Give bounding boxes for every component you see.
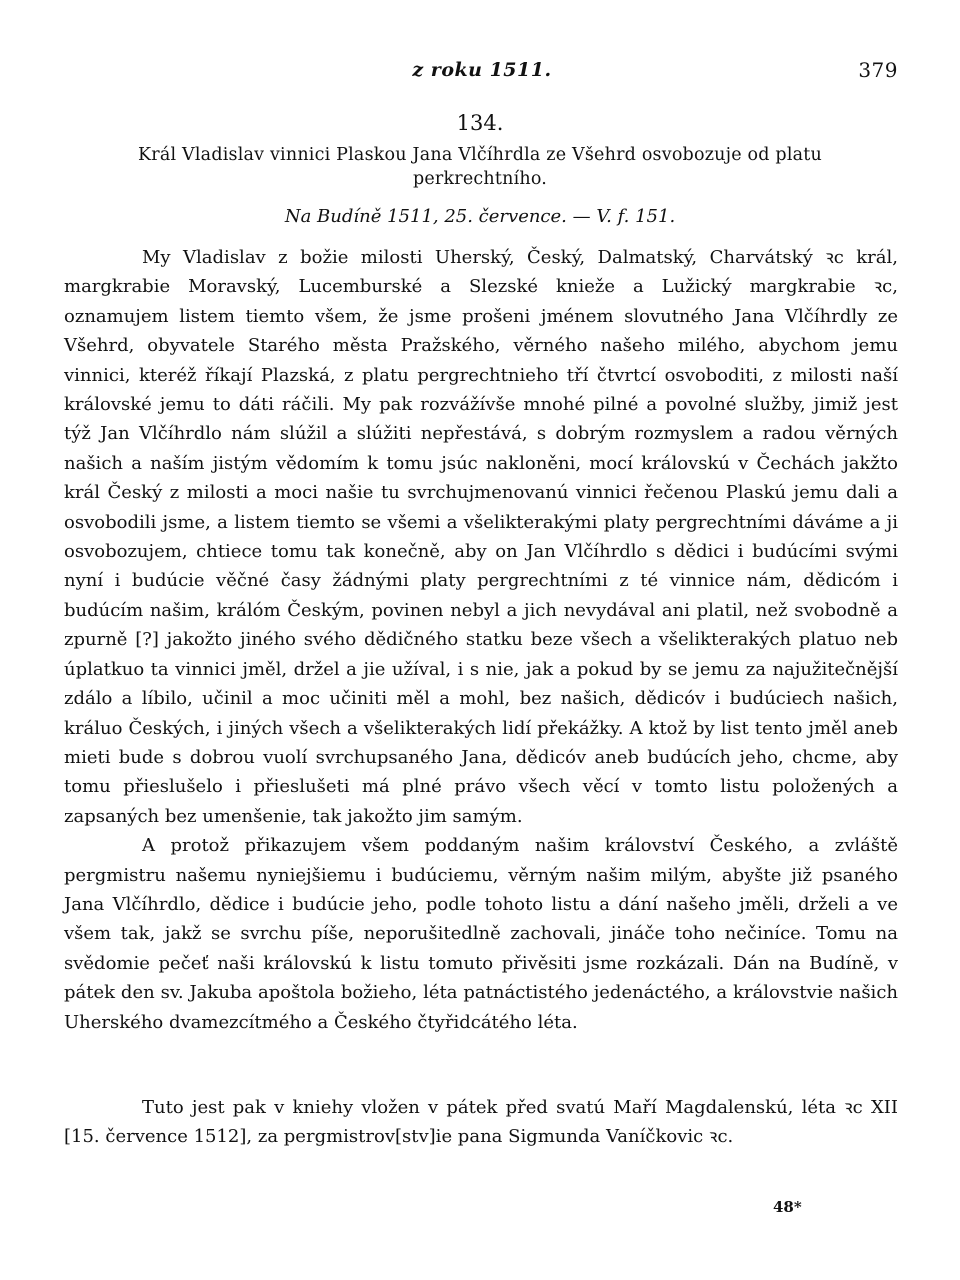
page-number: 379	[858, 58, 898, 82]
body-paragraph: My Vladislav z božie milosti Uherský, Český, Dalmatský, Charvátský ꝛc král, margkrabie Moravský, Lucemburské a Slezské knieže a Lužický margkrabie ꝛc, oznamujem listem tiemto všem, že jsme prošeni jménem slovutného Jana Vlčíhrdly ze Všehrd, obyvatele Starého města Pražského, věrného našeho milého, abychom jemu vinnici, kteréž říkají Plazská, z platu pergrechtnieho tří čtvrtcí osvoboditi, z milosti naší královské jemu to dáti ráčili. My pak rozvážívše mnohé pilné a povolné služby, jimiž jest týž Jan Vlčíhrdlo nám slúžil a slúžiti nepřestává, s dobrým rozmyslem a radou věrných našich a naším jistým vědomím k tomu jsúc nakloněni, mocí královskú v Čechách jakžto král Český z milosti a moci našie tu svrchujmenovanú vinnici řečenou Plaskú jemu dali a osvobodili jsme, a listem tiemto se všemi a všelikterakými platy pergrechtními dáváme a ji osvobozujem, chtiece tomu tak konečně, aby on Jan Vlčíhrdlo s dědici i budúcími svými nyní i budúcie věčné časy žádnými platy pergrechtními z té vinnice nám, dědicóm i budúcím našim, králóm Českým, povinen nebyl a jich nevydával ani platil, než svobodně a zpurně [?] jakožto jiného svého dědičného statku beze všech a všelikterakých platuo neb úplatkuo ta vinnici jměl, držel a jie užíval, i s nie, jak a pokud by se jemu za najužitečnější zdálo a líbilo, učinil a moc učiniti měl a mohl, bez našich, dědicóv i budúciech našich, králuo Českých, i jiných všech a všelikterakých lidí překážky. A ktož by list tento jměl aneb mieti bude s dobrou vuolí svrchupsaného Jana, dědicóv aneb budúcích jeho, chcme, aby tomu přieslušelo i přieslušeti má plné právo všech věcí v tomto listu položených a zapsaných bez umenšenie, tak jakožto jim samým.	[64, 247, 898, 827]
dateline: Na Budíně 1511, 25. července. — V. f. 151.	[284, 206, 676, 227]
document-heading: Král Vladislav vinnici Plaskou Jana Vlčíhrdla ze Všehrd osvobozuje od platu perkrechtního.	[138, 145, 822, 189]
running-title-text: z roku 1511.	[412, 59, 552, 81]
registration-note: Tuto jest pak v kniehy vložen v pátek před svatú Maří Magdalenskú, léta ꝛc XII [15. července 1512], za pergmistrov[stv]ie pana Sigmunda Vaníčkovic ꝛc.	[64, 1097, 898, 1148]
document-number: 134.	[456, 111, 504, 135]
body-paragraph: A protož přikazujem všem poddaným našim království Českého, a zvláště pergmistru našemu nyniejšiemu i budúciemu, věrným našim milým, abyšte již psaného Jana Vlčíhrdlo, dědice i budúcie jeho, podle tohoto listu a dání našeho jměli, drželi a ve všem tak, jakž se svrchu píše, neporušitedlně zachovali, jináče toho nečiníce. Tomu na svědomie pečeť naši královskú k listu tomuto přivěsiti jsme rozkázali. Dán na Budíně, v pátek den sv. Jakuba apoštola božieho, léta patnáctistého jedenáctého, a královstvie našich Uherského dvamezcítmého a Českého čtyřidcátého léta.	[64, 835, 898, 1033]
running-head	[0, 56, 960, 84]
running-title	[0, 56, 960, 84]
document-body	[64, 243, 898, 1037]
signature-mark: 48*	[773, 1198, 802, 1216]
